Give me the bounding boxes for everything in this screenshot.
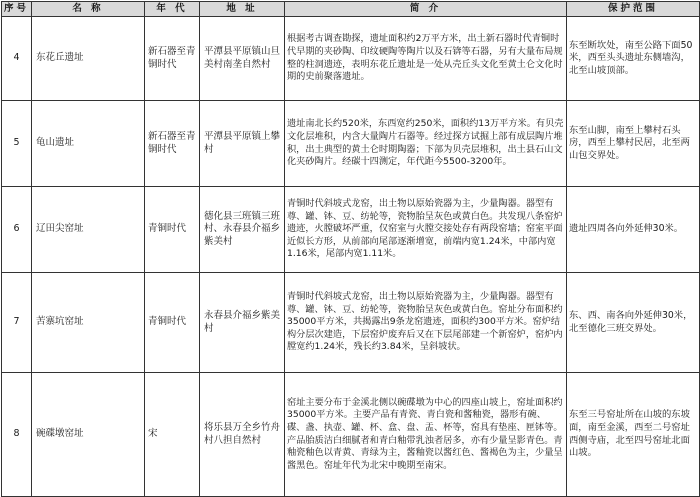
header-address: 地 址 (200, 2, 285, 17)
site-protection-scope: 东至断坎处，南至公路下面50米，西至头头遗址东侧墙沟，北至山坡顶部。 (567, 17, 700, 101)
site-introduction: 遗址南北长约520米，东西宽约250米，面积约13万平方米。有贝壳文化层堆积，内含大量陶片石器等。经过探方试掘上部有成层陶片堆积，出土典型的黄土仑时期陶器；下部为贝壳层堆积，出土县石山文化夹砂陶片。经碳十四测定，年代距今5500-3200年。 (285, 101, 567, 187)
site-protection-scope: 东、西、南各向外延伸30米，北至德化三班交界处。 (567, 273, 700, 373)
header-number: 序号 (2, 2, 32, 17)
site-name: 碗碟墩窑址 (32, 373, 145, 497)
header-introduction: 简 介 (285, 2, 567, 17)
site-introduction: 窑址主要分布于金溪北侧以碗碟墩为中心的四座山坡上，窑址面积约35000平方米。主要产品有青瓷、青白瓷和酱釉瓷，器形有碗、碟、盏、执壶、罐、杯、盒、盘、盂、杯等，窑具有垫座、匣钵等。产品胎质洁白细腻者和青白釉带乳浊者居多，亦有少量呈影青色。青釉瓷釉色以青黄、青绿为主，酱釉瓷以酱红色、酱褐色为主，少量呈酱黑色。窑址年代为北宋中晚期至南宋。 (285, 373, 567, 497)
site-name: 苦寨坑窑址 (32, 273, 145, 373)
site-protection-scope: 东至三号窑址所在山坡的东坡面，南至金溪，西至二号窑址西侧寺庙，北至四号窑址北面山坡。 (567, 373, 700, 497)
site-address: 将乐县万全乡竹舟村八担自然村 (200, 373, 285, 497)
site-introduction: 根据考古调查勘探，遗址面积约2万平方米，出土新石器时代青铜时代早期的夹砂陶、印纹硬陶等陶片以及石锛等石器，另有大量布局规整的柱洞遗迹，表明东花丘遗址是一处从壳丘头文化至黄土仑文化时期的史前聚落遗址。 (285, 17, 567, 101)
site-protection-scope: 东至山脚，南至上攀村石头房，西至上攀村民居，北至两山包交界处。 (567, 101, 700, 187)
table-header-row (2, 2, 700, 17)
site-address: 平潭县平原镇上攀村 (200, 101, 285, 187)
table-row (2, 187, 700, 273)
row-number: 7 (2, 273, 32, 373)
site-address: 德化县三班镇三班村、永春县介福乡紫美村 (200, 187, 285, 273)
header-protection-scope: 保护范围 (567, 2, 700, 17)
site-era: 新石器至青铜时代 (145, 101, 200, 187)
site-name: 龟山遗址 (32, 101, 145, 187)
site-introduction: 青铜时代斜坡式龙窑，出土物以原始瓷器为主，少量陶器。器型有尊、罐、钵、豆、纺轮等，瓷物胎呈灰色或黄白色。共发现八条窑炉遗迹，火膛破坏严重，仅窑室与火膛交接处存有两段窑墙；窑室平面近似长方形，从前部向尾部逐渐增宽，前端内宽1.24米，中部内宽1.16米，尾部内宽1.11米。 (285, 187, 567, 273)
table-row (2, 273, 700, 373)
site-era: 青铜时代 (145, 273, 200, 373)
row-number: 8 (2, 373, 32, 497)
site-address: 平潭县平原镇山旦美村南垄自然村 (200, 17, 285, 101)
row-number: 5 (2, 101, 32, 187)
site-address: 永春县介福乡紫美村 (200, 273, 285, 373)
site-era: 青铜时代 (145, 187, 200, 273)
site-name: 东花丘遗址 (32, 17, 145, 101)
row-number: 6 (2, 187, 32, 273)
table-row (2, 373, 700, 497)
table-row (2, 17, 700, 101)
site-introduction: 青铜时代斜坡式龙窑，出土物以原始瓷器为主，少量陶器。器型有尊、罐、钵、豆、纺轮等，瓷物胎呈灰色或黄白色。窑址分布面积约35000平方米，共揭露出9条龙窑遗迹，面积约300平方米。窑炉结构分层次建造，下层窑炉废弃后又在下层尾部建一个新窑炉，窑炉内膛宽约1.24米，残长约3.84米，呈斜坡状。 (285, 273, 567, 373)
table-row (2, 101, 700, 187)
site-name: 辽田尖窑址 (32, 187, 145, 273)
site-era: 宋 (145, 373, 200, 497)
heritage-sites-table (1, 1, 700, 497)
header-era: 年 代 (145, 2, 200, 17)
site-era: 新石器至青铜时代 (145, 17, 200, 101)
row-number: 4 (2, 17, 32, 101)
site-protection-scope: 遗址四周各向外延伸30米。 (567, 187, 700, 273)
header-name: 名 称 (32, 2, 145, 17)
